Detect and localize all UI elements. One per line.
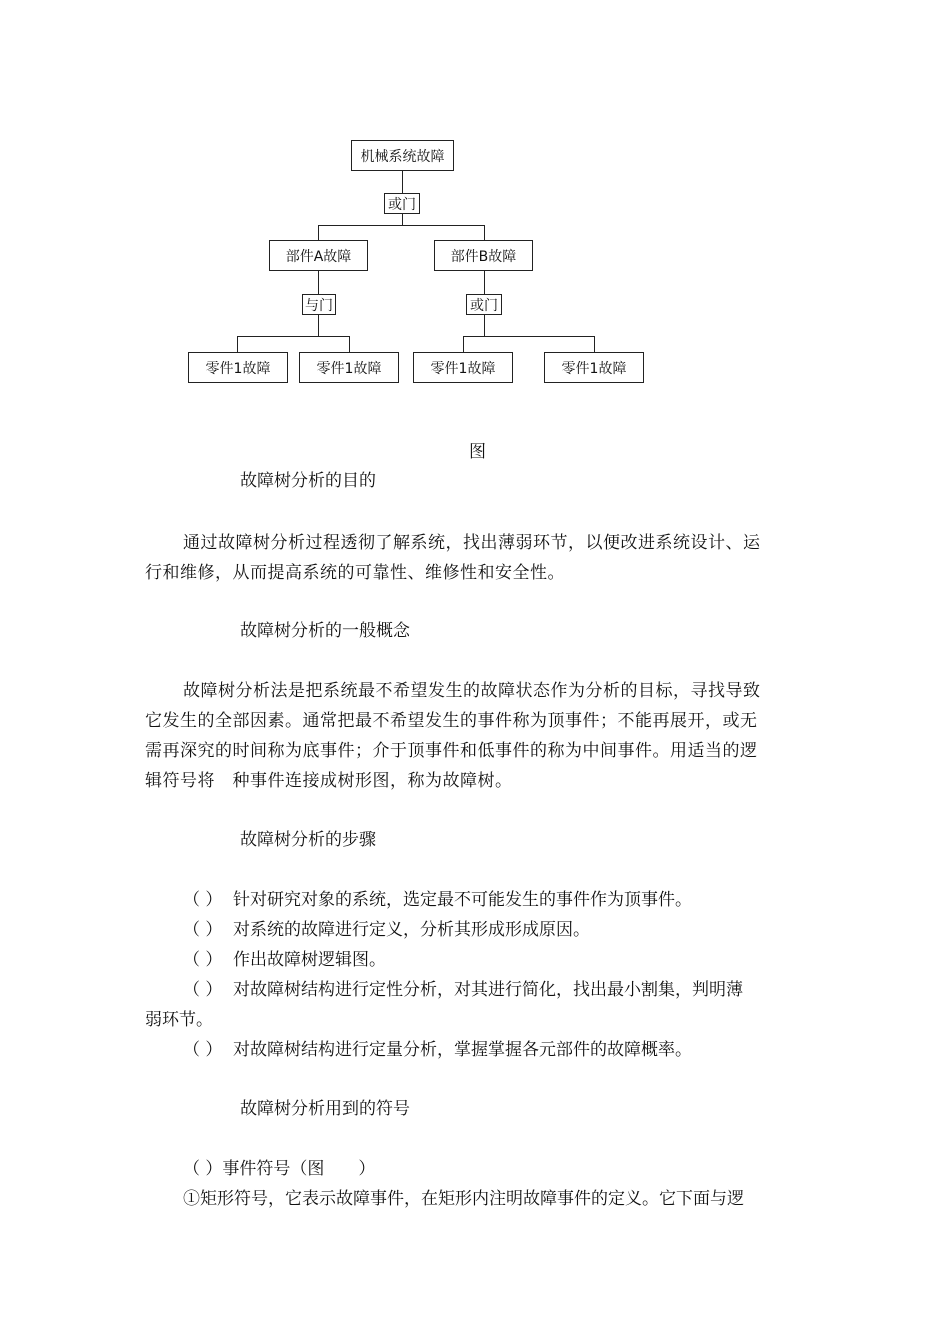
connector: [402, 171, 403, 193]
text-line: ①矩形符号，它表示故障事件，在矩形内注明故障事件的定义。它下面与逻: [183, 1189, 744, 1209]
fault-tree-diagram: [0, 0, 950, 400]
item-text: 作出故障树逻辑图。: [233, 950, 386, 970]
list-item: [145, 945, 810, 975]
part-event-box: 零件1故障: [188, 352, 288, 383]
concept-paragraph: [145, 676, 810, 796]
connector: [318, 225, 484, 226]
part-event-box: 零件1故障: [299, 352, 399, 383]
connector: [484, 315, 485, 336]
connector: [237, 336, 349, 337]
steps-list: [145, 885, 810, 1065]
text-line: （ ）事件符号（图 ）: [183, 1159, 376, 1179]
item-text: 对故障树结构进行定量分析，掌握掌握各元部件的故障概率。: [233, 1040, 692, 1060]
section-heading: 故障树分析的步骤: [240, 830, 376, 850]
connector: [237, 336, 238, 352]
part-event-box: 零件1故障: [544, 352, 644, 383]
connector: [484, 225, 485, 240]
part-event-box: 零件1故障: [413, 352, 513, 383]
purpose-paragraph: [145, 528, 810, 588]
item-marker: （ ）: [183, 920, 223, 940]
item-marker: （ ）: [183, 950, 223, 970]
text-line: 故障树分析法是把系统最不希望发生的故障状态作为分析的目标，寻找导致: [183, 681, 761, 701]
list-item: [145, 885, 810, 915]
connector: [594, 336, 595, 352]
list-item: [145, 1035, 810, 1065]
connector: [463, 336, 464, 352]
text-line: 需再深究的时间称为底事件；介于顶事件和低事件的称为中间事件。用适当的逻: [145, 741, 758, 761]
connector: [318, 225, 319, 240]
text-line: 通过故障树分析过程透彻了解系统，找出薄弱环节，以便改进系统设计、运: [183, 533, 761, 553]
top-event-box: 机械系统故障: [351, 140, 454, 171]
or-gate-b: 或门: [466, 294, 502, 315]
item-marker: （ ）: [183, 890, 223, 910]
item-marker: （ ）: [183, 980, 223, 1000]
connector: [349, 336, 350, 352]
and-gate: 与门: [302, 294, 336, 315]
item-text: 对系统的故障进行定义，分析其形成形成原因。: [233, 920, 590, 940]
text-line: 行和维修，从而提高系统的可靠性、维修性和安全性。: [145, 563, 565, 583]
connector: [318, 271, 319, 294]
text-line: 辑符号将 种事件连接成树形图，称为故障树。: [145, 771, 513, 791]
or-gate-top: 或门: [384, 193, 420, 214]
symbols-paragraph: [145, 1154, 810, 1214]
connector: [402, 214, 403, 225]
item-text: 针对研究对象的系统，选定最不可能发生的事件作为顶事件。: [233, 890, 692, 910]
list-item: [145, 975, 810, 1005]
component-a-event-box: 部件A故障: [269, 240, 368, 271]
text-line: 它发生的全部因素。通常把最不希望发生的事件称为顶事件；不能再展开，或无: [145, 711, 758, 731]
connector: [484, 271, 485, 294]
list-item-continuation: 弱环节。: [145, 1010, 213, 1030]
section-heading: 故障树分析用到的符号: [240, 1099, 410, 1119]
connector: [463, 336, 594, 337]
section-heading: 故障树分析的目的: [240, 471, 376, 491]
component-b-event-box: 部件B故障: [434, 240, 533, 271]
item-text: 对故障树结构进行定性分析，对其进行简化，找出最小割集，判明薄: [233, 980, 743, 1000]
list-item: [145, 915, 810, 945]
item-marker: （ ）: [183, 1040, 223, 1060]
section-heading: 故障树分析的一般概念: [240, 621, 410, 641]
connector: [318, 315, 319, 336]
figure-caption: 图: [469, 442, 486, 462]
